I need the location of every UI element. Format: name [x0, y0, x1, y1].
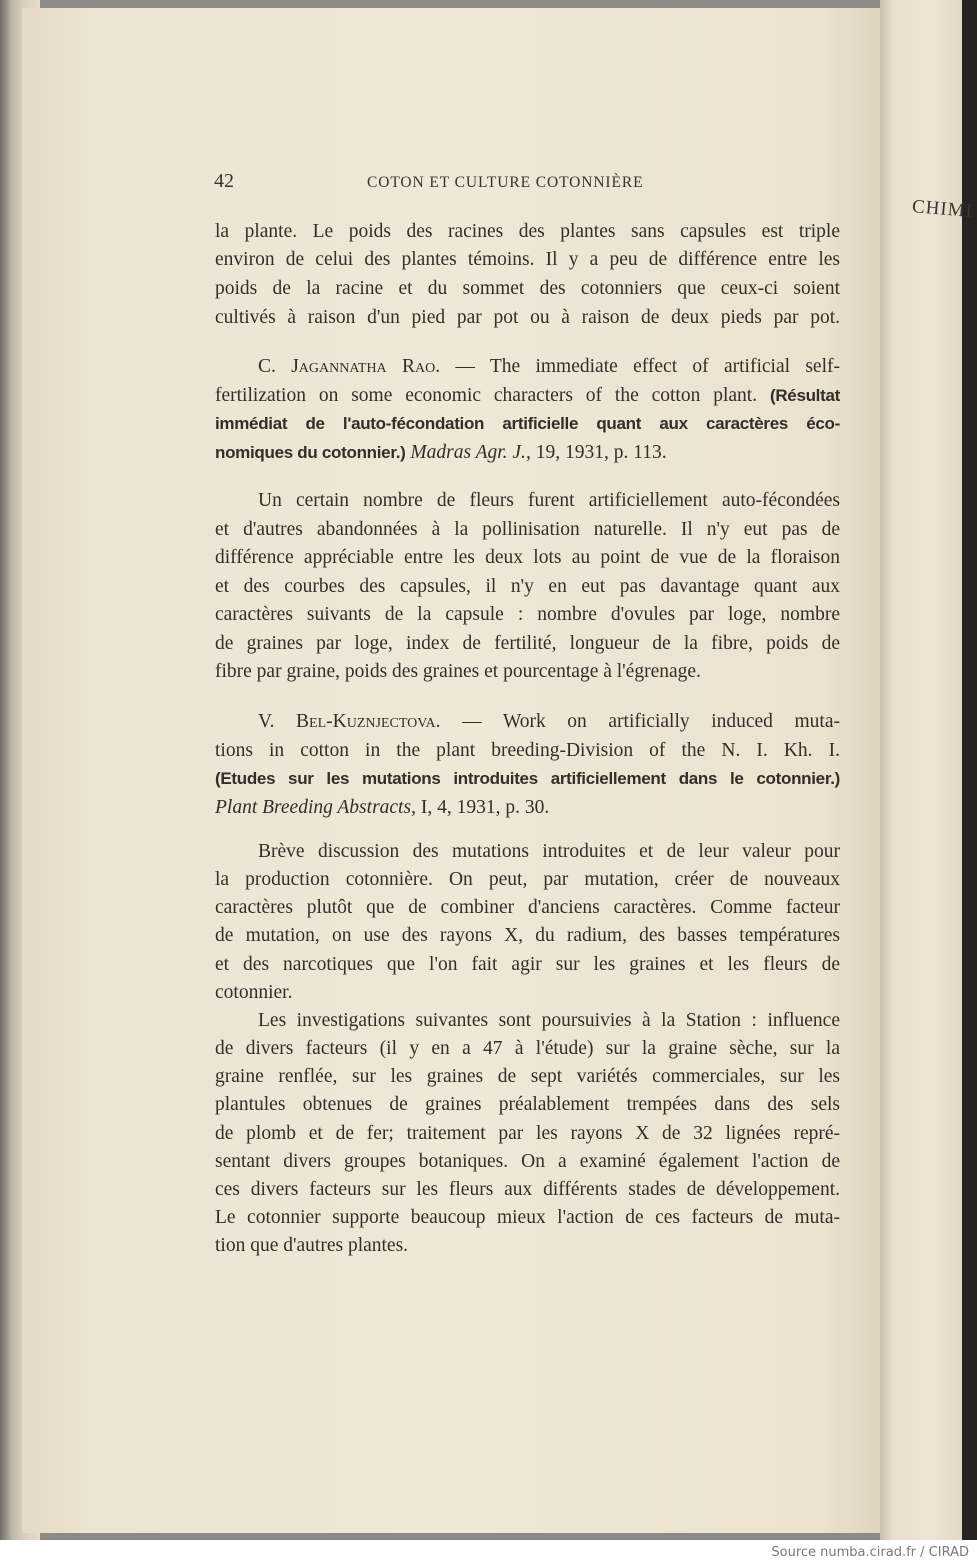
author-name: C. Jagannatha Rao.: [258, 356, 441, 377]
text-run: poids de la racine et du sommet des cotonniers que ceux-ci soient: [215, 278, 840, 299]
bold-text: (Etudes sur les mutations introduites artificiellement dans le cotonnier.): [215, 769, 840, 788]
text-line: [215, 412, 840, 436]
bold-text: nomiques du cotonnier.): [215, 443, 406, 462]
text-line: [215, 1037, 840, 1061]
facing-page-heading: CHIMI: [911, 196, 974, 223]
text-run: , I, 4, 1931, p. 30.: [411, 797, 550, 818]
text-line: [215, 441, 840, 465]
text-line: [215, 518, 840, 542]
text-line: [215, 981, 840, 1005]
text-run: , 19, 1931, p. 113.: [525, 442, 667, 463]
text-run: environ de celui des plantes témoins. Il y a peu de différence entre les: [215, 249, 840, 270]
text-run: de plomb et de fer; traitement par les rayons X de 32 lignées repré-: [215, 1123, 840, 1144]
text-run: Un certain nombre de fleurs furent artificiellement auto-fécondées: [258, 490, 840, 511]
text-run: et des narcotiques que l'on fait agir sur les graines et les fleurs de: [215, 954, 840, 975]
text-line: [215, 277, 840, 301]
text-run: fibre par graine, poids des graines et pourcentage à l'égrenage.: [215, 661, 701, 682]
text-line: [215, 546, 840, 570]
text-line: [215, 796, 840, 820]
text-line: [215, 1093, 840, 1117]
text-run: caractères plutôt que de combiner d'anciens caractères. Comme facteur: [215, 897, 840, 918]
text-line: [215, 1206, 840, 1230]
text-line: [215, 1009, 840, 1033]
text-run: tion que d'autres plantes.: [215, 1235, 409, 1256]
text-run: sentant divers groupes botaniques. On a examiné également l'action de: [215, 1151, 840, 1172]
text-run: tions in cotton in the plant breeding-Division of the N. I. Kh. I.: [215, 740, 840, 761]
italic-text: Madras Agr. J.: [410, 442, 526, 463]
text-run: — Work on artificially induced muta-: [440, 711, 841, 732]
text-line: [215, 1178, 840, 1202]
text-run: Le cotonnier supporte beaucoup mieux l'action de ces facteurs de muta-: [215, 1207, 840, 1228]
text-run: de graines par loge, index de fertilité, longueur de la fibre, poids de: [215, 633, 840, 654]
text-line: [215, 489, 840, 513]
text-line: [215, 1150, 840, 1174]
text-run: Les investigations suivantes sont poursuivies à la Station : influence: [258, 1010, 840, 1031]
text-line: [215, 710, 840, 734]
text-line: [215, 767, 840, 791]
text-line: [215, 1065, 840, 1089]
text-line: [215, 632, 840, 656]
text-line: [215, 306, 840, 330]
text-line: [215, 384, 840, 408]
author-name: V. Bel-Kuznjectova.: [258, 711, 441, 732]
text-line: [215, 660, 840, 684]
text-line: [215, 603, 840, 627]
bold-text: immédiat de l'auto-fécondation artificielle quant aux caractères éco-: [215, 414, 840, 433]
text-line: [215, 896, 840, 920]
text-run: cultivés à raison d'un pied par pot ou à raison de deux pieds par pot.: [215, 307, 840, 328]
text-run: — The immediate effect of artificial self-: [440, 356, 840, 377]
text-run: la plante. Le poids des racines des plantes sans capsules est triple: [215, 221, 840, 242]
text-run: plantules obtenues de graines préalablement trempées dans des sels: [215, 1094, 840, 1115]
text-line: [215, 953, 840, 977]
text-run: et des courbes des capsules, il n'y en eut pas davantage quant aux: [215, 576, 840, 597]
text-line: [215, 1122, 840, 1146]
text-run: de mutation, on use des rayons X, du radium, des basses températures: [215, 925, 840, 946]
text-line: [215, 575, 840, 599]
text-line: [215, 1234, 840, 1258]
bold-text: (Résultat: [769, 386, 840, 405]
text-run: ces divers facteurs sur les fleurs aux différents stades de développement.: [215, 1179, 840, 1200]
text-run: de divers facteurs (il y en a 47 à l'étude) sur la graine sèche, sur la: [215, 1038, 840, 1059]
text-run: fertilization on some economic characters of the cotton plant.: [215, 385, 770, 406]
italic-text: Plant Breeding Abstracts: [215, 797, 412, 818]
text-line: [215, 868, 840, 892]
running-head: COTON ET CULTURE COTONNIÈRE: [367, 174, 644, 191]
text-line: [215, 355, 840, 379]
text-run: Brève discussion des mutations introduites et de leur valeur pour: [258, 841, 840, 862]
text-run: la production cotonnière. On peut, par mutation, créer de nouveaux: [215, 869, 840, 890]
text-run: cotonnier.: [215, 982, 293, 1003]
text-line: [215, 248, 840, 272]
text-line: [215, 924, 840, 948]
text-line: [215, 840, 840, 864]
facing-page-edge: [880, 0, 965, 1540]
text-run: caractères suivants de la capsule : nombre d'ovules par loge, nombre: [215, 604, 840, 625]
book-binding: [962, 0, 977, 1540]
page-number: 42: [214, 170, 234, 192]
text-line: [215, 739, 840, 763]
text-run: graine renflée, sur les graines de sept variétés commerciales, sur les: [215, 1066, 840, 1087]
source-credit: Source numba.cirad.fr / CIRAD: [771, 1545, 969, 1560]
text-run: différence appréciable entre les deux lots au point de vue de la floraison: [215, 547, 840, 568]
text-line: [215, 220, 840, 244]
text-run: et d'autres abandonnées à la pollinisation naturelle. Il n'y eut pas de: [215, 519, 840, 540]
